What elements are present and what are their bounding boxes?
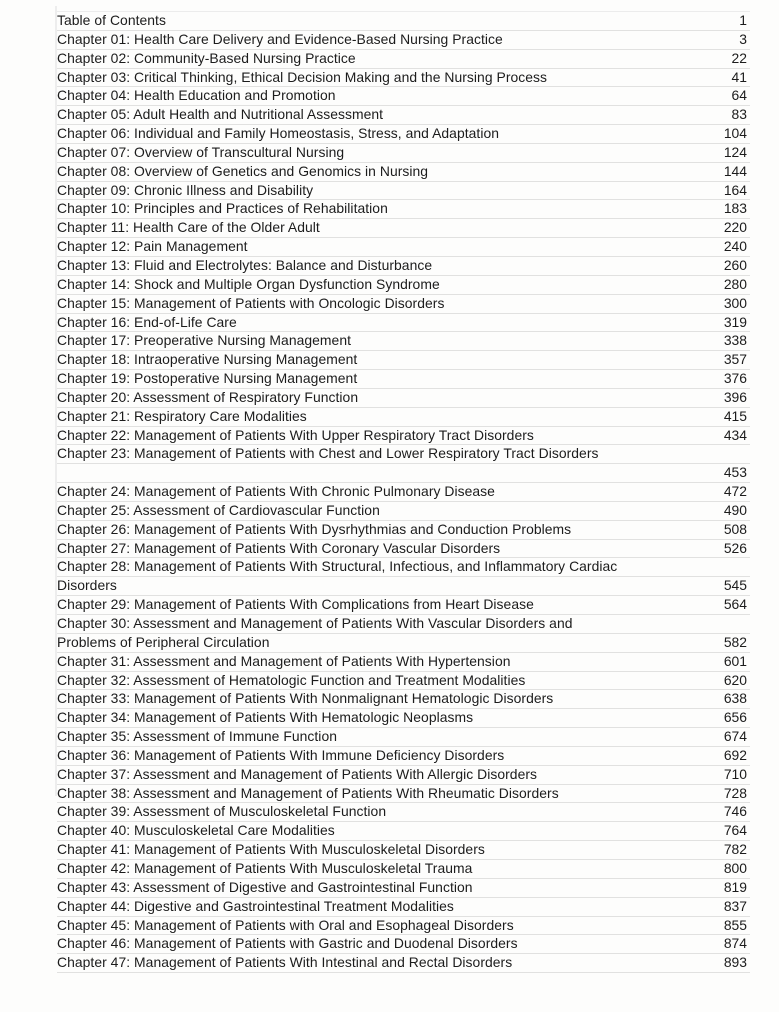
toc-entry-title: Chapter 16: End-of-Life Care	[57, 313, 237, 330]
toc-row	[57, 540, 750, 559]
toc-entry-title: Chapter 09: Chronic Illness and Disability	[57, 181, 314, 198]
toc-entry-title: Chapter 26: Management of Patients With Dysrhythmias and Conduction Problems	[57, 520, 572, 537]
toc-page-number: 124	[723, 143, 747, 160]
toc-row	[57, 50, 750, 69]
toc-row	[57, 69, 750, 88]
toc-row	[57, 257, 750, 276]
toc-entry-title: Chapter 46: Management of Patients with Gastric and Duodenal Disorders	[57, 935, 518, 952]
toc-entry-title: Table of Contents	[57, 12, 166, 28]
toc-row	[57, 370, 750, 389]
toc-row	[57, 521, 750, 540]
toc-row	[57, 106, 750, 125]
toc-page-number: 782	[723, 841, 747, 858]
toc-row	[57, 332, 750, 351]
toc-row	[57, 709, 750, 728]
toc-page-number: 3	[739, 30, 747, 47]
toc-entry-title: Chapter 11: Health Care of the Older Adult	[57, 219, 320, 236]
toc-entry-title: Chapter 24: Management of Patients With Chronic Pulmonary Disease	[57, 483, 495, 500]
toc-entry-title: Chapter 23: Management of Patients with Chest and Lower Respiratory Tract Disorders	[57, 445, 599, 462]
toc-row	[57, 653, 750, 672]
toc-page-number: 508	[723, 520, 747, 537]
toc-page-number: 415	[723, 407, 747, 424]
toc-page-number: 164	[723, 181, 747, 198]
toc-entry-title: Chapter 38: Assessment and Management of Patients With Rheumatic Disorders	[57, 784, 559, 801]
toc-entry-title: Chapter 07: Overview of Transcultural Nursing	[57, 143, 345, 160]
toc-entry-title: Chapter 13: Fluid and Electrolytes: Balance and Disturbance	[57, 256, 433, 273]
toc-page-number: 240	[723, 238, 747, 255]
toc-row	[57, 351, 750, 370]
toc-row	[57, 163, 750, 182]
toc-row	[57, 822, 750, 841]
toc-row	[57, 502, 750, 521]
toc-page-number: 674	[723, 728, 747, 745]
toc-row	[57, 389, 750, 408]
toc-row	[57, 615, 750, 634]
toc-row	[57, 728, 750, 747]
toc-page-number: 638	[723, 690, 747, 707]
toc-entry-title: Chapter 18: Intraoperative Nursing Management	[57, 351, 358, 368]
toc-page-number: 656	[723, 709, 747, 726]
toc-page-number: 728	[723, 784, 747, 801]
toc-entry-title: Chapter 14: Shock and Multiple Organ Dysfunction Syndrome	[57, 275, 440, 292]
toc-entry-title: Chapter 36: Management of Patients With Immune Deficiency Disorders	[57, 746, 505, 763]
toc-row	[57, 747, 750, 766]
toc-page-number: 1	[739, 12, 747, 28]
toc-entry-title: Chapter 20: Assessment of Respiratory Function	[57, 388, 359, 405]
toc-row	[57, 200, 750, 219]
toc-entry-title: Chapter 42: Management of Patients With Musculoskeletal Trauma	[57, 859, 473, 876]
toc-page-number: 526	[723, 539, 747, 556]
toc-row	[57, 12, 750, 31]
toc-row	[57, 445, 750, 464]
toc-row	[57, 803, 750, 822]
toc-row	[57, 634, 750, 653]
toc-page-number: 837	[723, 897, 747, 914]
toc-page-number: 144	[723, 162, 747, 179]
toc-page-number: 472	[723, 483, 747, 500]
toc-row	[57, 31, 750, 50]
toc-page-number: 338	[723, 332, 747, 349]
toc-entry-title: Chapter 31: Assessment and Management of Patients With Hypertension	[57, 652, 511, 669]
toc-entry-title: Chapter 06: Individual and Family Homeostasis, Stress, and Adaptation	[57, 125, 500, 142]
toc-entry-title: Chapter 02: Community-Based Nursing Practice	[57, 49, 356, 66]
toc-row	[57, 427, 750, 446]
toc-page-number: 220	[723, 219, 747, 236]
toc-page-number: 453	[723, 464, 747, 481]
toc-page-number: 800	[723, 859, 747, 876]
toc-page-number: 104	[723, 125, 747, 142]
toc-page-number: 490	[723, 501, 747, 518]
toc-entry-title: Chapter 12: Pain Management	[57, 238, 248, 255]
toc-entry-title: Chapter 22: Management of Patients With Upper Respiratory Tract Disorders	[57, 426, 534, 443]
toc-page-number: 601	[723, 652, 747, 669]
toc-row	[57, 879, 750, 898]
toc-page-number: 300	[723, 294, 747, 311]
toc-entry-title: Chapter 44: Digestive and Gastrointestinal Treatment Modalities	[57, 897, 454, 914]
toc-entry-title: Chapter 45: Management of Patients with Oral and Esophageal Disorders	[57, 916, 514, 933]
toc-entry-title: Chapter 30: Assessment and Management of Patients With Vascular Disorders and	[57, 615, 573, 631]
toc-row	[57, 314, 750, 333]
toc-page-number: 376	[723, 370, 747, 387]
toc-entry-title: Chapter 10: Principles and Practices of Rehabilitation	[57, 200, 388, 217]
toc-list	[57, 11, 750, 973]
toc-row	[57, 841, 750, 860]
toc-page-number: 319	[723, 313, 747, 330]
toc-row	[57, 276, 750, 295]
toc-row	[57, 558, 750, 577]
toc-page-number: 260	[723, 256, 747, 273]
toc-row	[57, 935, 750, 954]
toc-page-number: 620	[723, 671, 747, 688]
toc-entry-title: Chapter 19: Postoperative Nursing Management	[57, 370, 358, 387]
toc-page-number: 893	[723, 954, 747, 971]
toc-row	[57, 672, 750, 691]
toc-page-number: 22	[731, 49, 747, 66]
toc-row	[57, 125, 750, 144]
toc-page-number: 396	[723, 388, 747, 405]
toc-entry-title: Chapter 21: Respiratory Care Modalities	[57, 407, 307, 424]
toc-row	[57, 577, 750, 596]
toc-page-number: 564	[723, 596, 747, 613]
toc-entry-title: Problems of Peripheral Circulation	[57, 633, 270, 650]
toc-page-number: 582	[723, 633, 747, 650]
toc-page-number: 746	[723, 803, 747, 820]
toc-row	[57, 596, 750, 615]
toc-page-number: 710	[723, 765, 747, 782]
toc-row	[57, 860, 750, 879]
toc-row	[57, 483, 750, 502]
toc-row	[57, 182, 750, 201]
toc-page-number: 64	[731, 87, 747, 104]
toc-page-number: 83	[731, 106, 747, 123]
toc-page-number: 183	[723, 200, 747, 217]
toc-entry-title: Chapter 47: Management of Patients With Intestinal and Rectal Disorders	[57, 954, 513, 971]
toc-entry-title: Chapter 25: Assessment of Cardiovascular Function	[57, 501, 380, 518]
toc-row	[57, 785, 750, 804]
toc-entry-title: Chapter 01: Health Care Delivery and Evidence-Based Nursing Practice	[57, 30, 503, 47]
toc-entry-title: Disorders	[57, 577, 117, 594]
toc-row	[57, 690, 750, 709]
toc-page-number: 874	[723, 935, 747, 952]
toc-page-number: 357	[723, 351, 747, 368]
toc-entry-title: Chapter 17: Preoperative Nursing Management	[57, 332, 352, 349]
toc-entry-title: Chapter 40: Musculoskeletal Care Modalities	[57, 822, 335, 839]
toc-entry-title: Chapter 05: Adult Health and Nutritional Assessment	[57, 106, 384, 123]
toc-page-number: 855	[723, 916, 747, 933]
toc-entry-title: Chapter 28: Management of Patients With Structural, Infectious, and Inflammatory Cardiac	[57, 558, 618, 575]
toc-entry-title: Chapter 08: Overview of Genetics and Genomics in Nursing	[57, 162, 429, 179]
toc-entry-title: Chapter 27: Management of Patients With Coronary Vascular Disorders	[57, 539, 501, 556]
toc-row	[57, 238, 750, 257]
toc-row	[57, 954, 750, 973]
toc-page-number: 819	[723, 878, 747, 895]
toc-entry-title: Chapter 43: Assessment of Digestive and Gastrointestinal Function	[57, 878, 473, 895]
toc-row	[57, 766, 750, 785]
toc-entry-title: Chapter 04: Health Education and Promotion	[57, 87, 336, 104]
toc-entry-title: Chapter 34: Management of Patients With Hematologic Neoplasms	[57, 709, 474, 726]
toc-page-number: 434	[723, 426, 747, 443]
toc-row	[57, 219, 750, 238]
toc-entry-title: Chapter 39: Assessment of Musculoskeletal Function	[57, 803, 387, 820]
toc-entry-title: Chapter 03: Critical Thinking, Ethical Decision Making and the Nursing Process	[57, 68, 548, 85]
toc-entry-title: Chapter 41: Management of Patients With Musculoskeletal Disorders	[57, 841, 485, 858]
toc-row	[57, 87, 750, 106]
toc-entry-title: Chapter 37: Assessment and Management of Patients With Allergic Disorders	[57, 765, 538, 782]
toc-row	[57, 917, 750, 936]
toc-row	[57, 144, 750, 163]
toc-entry-title: Chapter 35: Assessment of Immune Function	[57, 728, 337, 745]
toc-page-number: 545	[723, 577, 747, 594]
toc-entry-title: Chapter 29: Management of Patients With Complications from Heart Disease	[57, 596, 534, 613]
toc-entry-title: Chapter 15: Management of Patients with Oncologic Disorders	[57, 294, 445, 311]
toc-entry-title: Chapter 33: Management of Patients With Nonmalignant Hematologic Disorders	[57, 690, 554, 707]
toc-page-number: 764	[723, 822, 747, 839]
toc-row	[57, 898, 750, 917]
toc-page-number: 41	[731, 68, 747, 85]
toc-row	[57, 464, 750, 483]
toc-entry-title: Chapter 32: Assessment of Hematologic Function and Treatment Modalities	[57, 671, 526, 688]
toc-page-number: 280	[723, 275, 747, 292]
toc-page-number: 692	[723, 746, 747, 763]
toc-row	[57, 408, 750, 427]
toc-row	[57, 295, 750, 314]
